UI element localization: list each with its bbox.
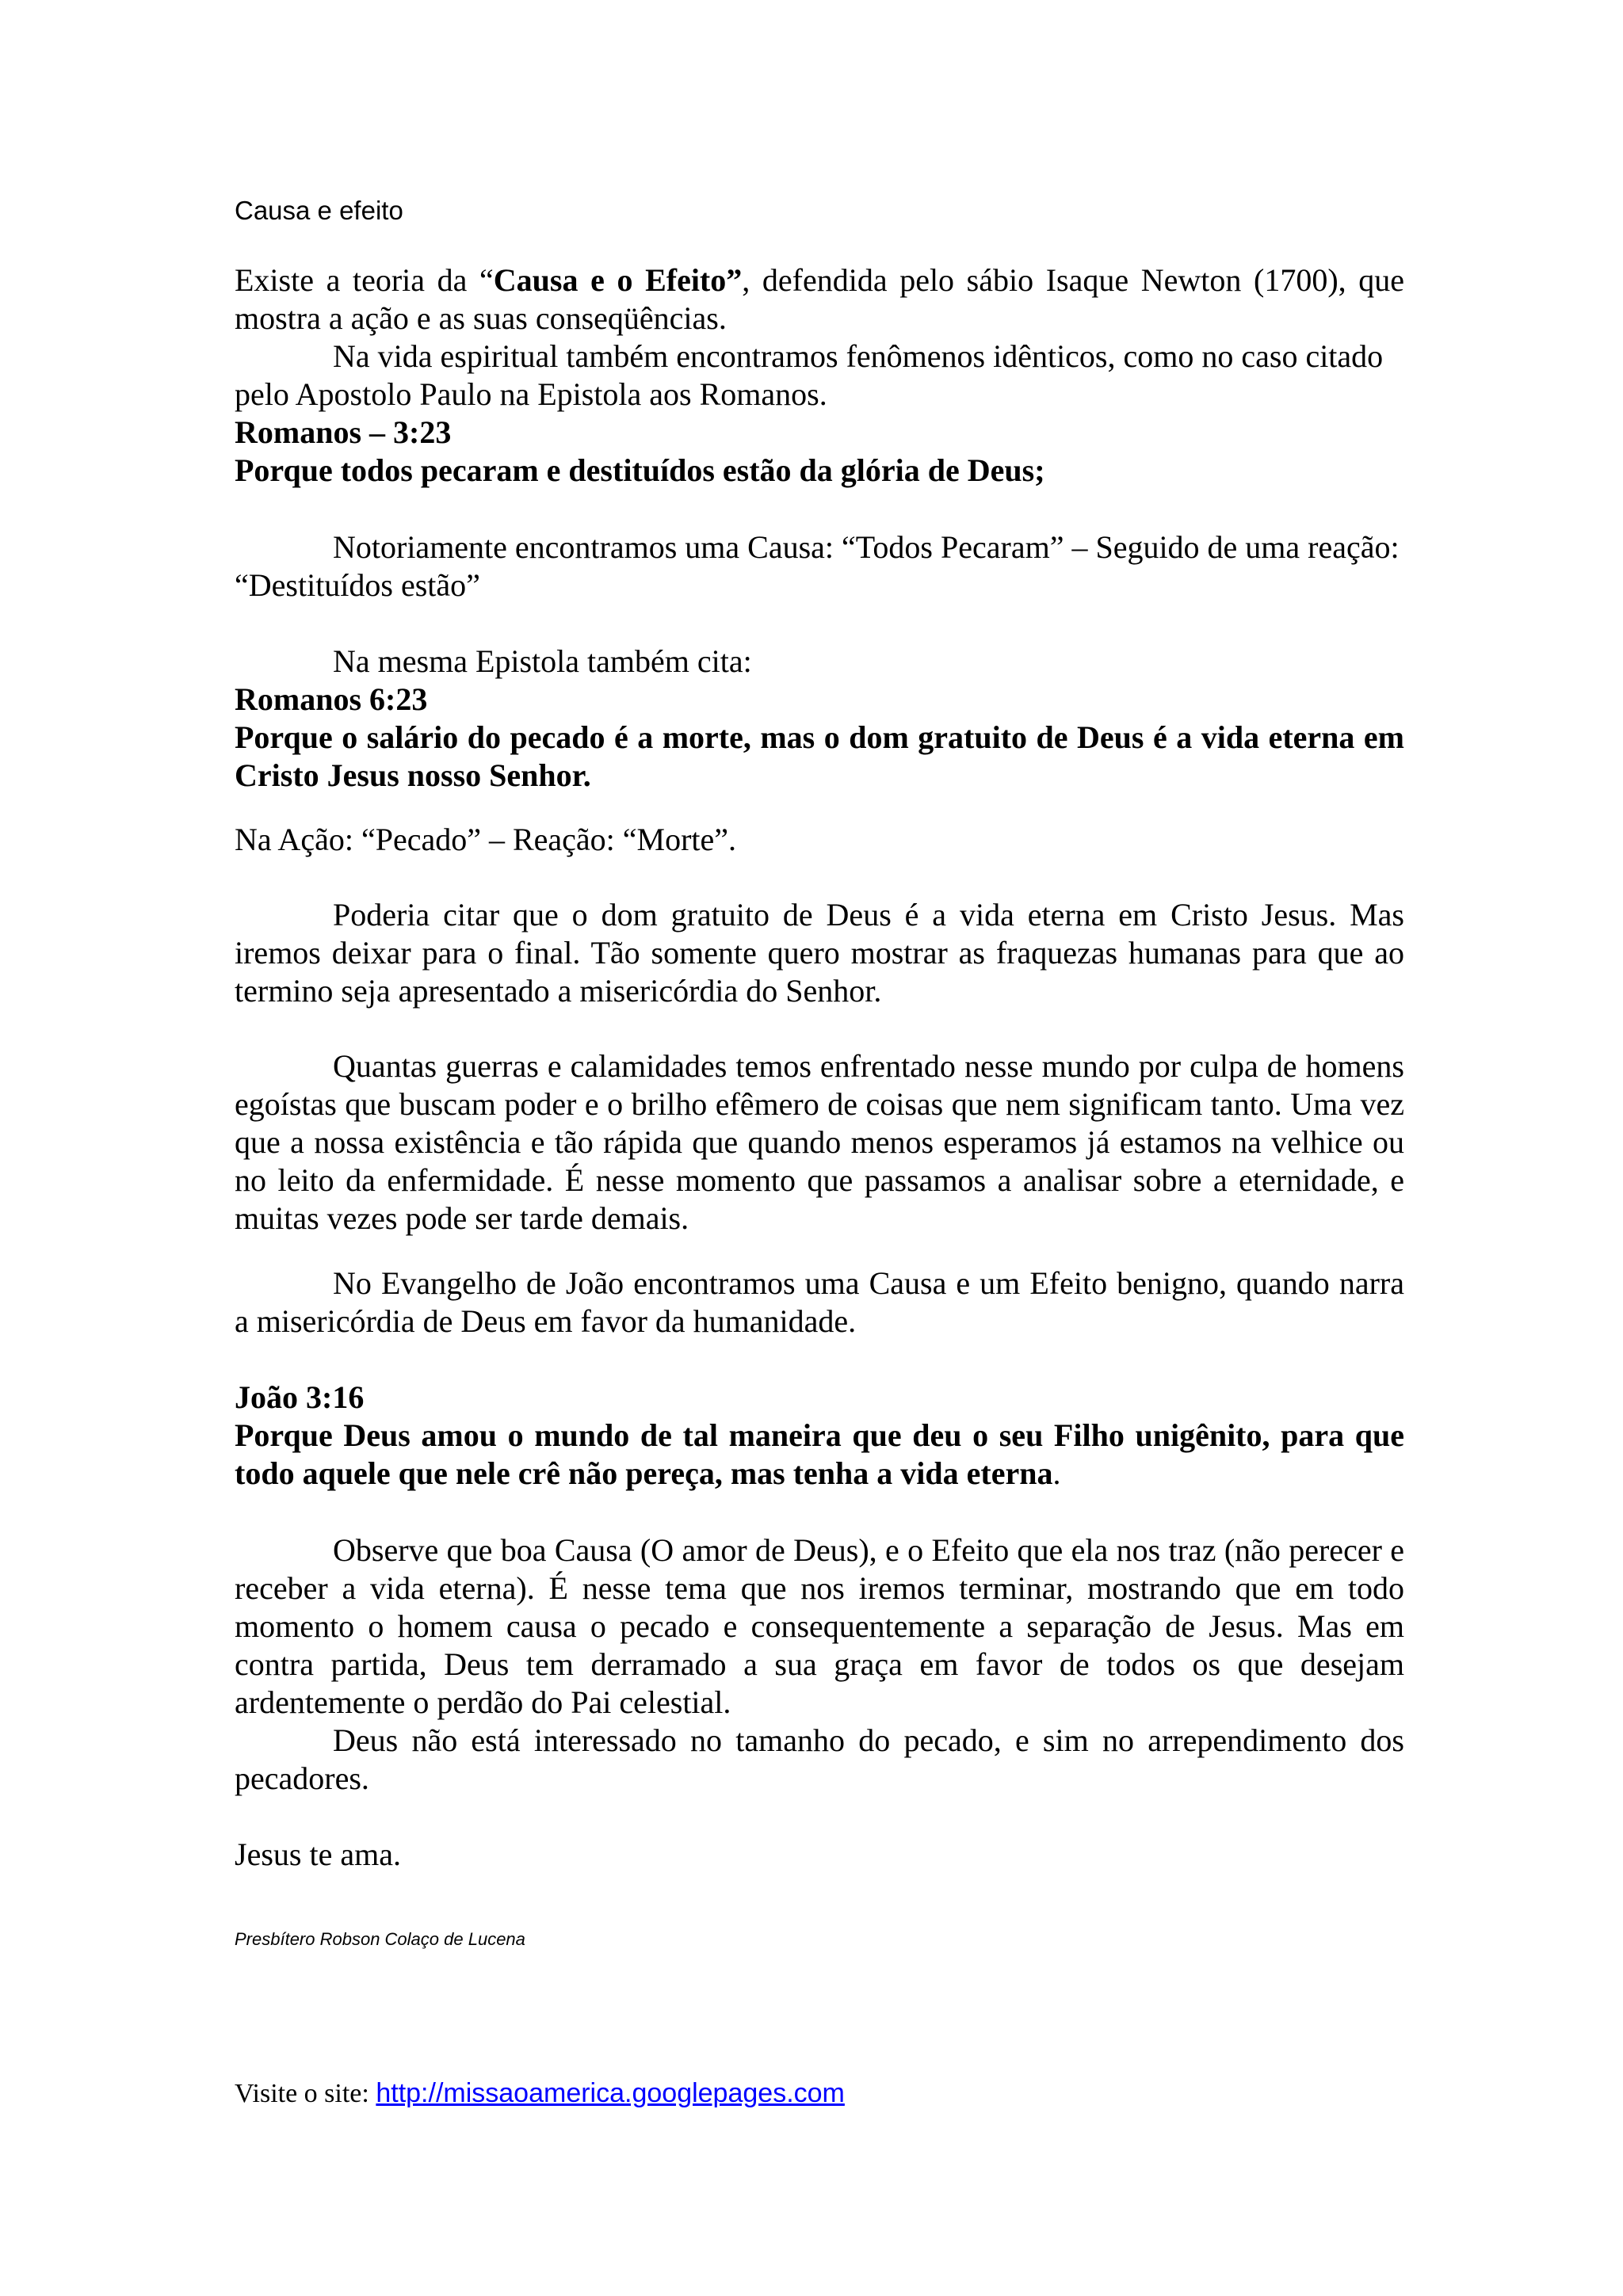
document-title: Causa e efeito [235,196,403,225]
spiritual-paragraph: Na vida espiritual também encontramos fenômenos idênticos, como no caso citado pelo Apostolo Paulo na Epistola aos Romanos. [235,338,1384,412]
footer [235,2076,1404,2111]
intro-paragraph [235,261,1404,338]
site-link[interactable]: http://missaoamerica.googlepages.com [376,2078,845,2108]
gift-paragraph: Poderia citar que o dom gratuito de Deus é a vida eterna em Cristo Jesus. Mas iremos deixar para o final. Tão somente quero mostrar as fraquezas humanas para que ao termino seja apresentado a misericórdia do Senhor. [235,897,1404,1009]
wars-paragraph: Quantas guerras e calamidades temos enfrentado nesse mundo por culpa de homens egoístas que buscam poder e o brilho efêmero de coisas que nem significam tanto. Uma vez que a nossa existência e tão rápida que quando menos esperamos já estamos na velhice ou no leito da enfermidade. É nesse momento que passamos a analisar sobre a eternidade, e muitas vezes pode ser tarde demais. [235,1048,1404,1236]
second-verse-section [235,643,1404,795]
cause-paragraph: Notoriamente encontramos uma Causa: “Todos Pecaram” – Seguido de uma reação: “Destituídos estão” [235,529,1400,603]
interest-paragraph: Deus não está interessado no tamanho do pecado, e sim no arrependimento dos pecadores. [235,1722,1404,1796]
action-reaction-paragraph: Na Ação: “Pecado” – Reação: “Morte”. [235,822,737,857]
intro-pre: Existe a teoria da “ [235,262,494,298]
verse-text: Porque o salário do pecado é a morte, mas o dom gratuito de Deus é a vida eterna em Cristo Jesus nosso Senhor. [235,719,1404,793]
intro-post: , defendida pelo sábio Isaque Newton (1700), que mostra a ação e as suas conseqüências. [235,262,1405,336]
verse-end: . [1052,1455,1061,1491]
verse-paragraph [235,1417,1404,1493]
observe-paragraph: Observe que boa Causa (O amor de Deus), e o Efeito que ela nos traz (não perecer e receber a vida eterna). É nesse tema que nos iremos terminar, mostrando que em todo momento o homem causa o pecado e consequentemente a separação de Jesus. Mas em contra partida, Deus tem derramado a sua graça em favor de todos os que desejam ardentemente o perdão do Pai celestial. [235,1532,1404,1720]
closing-line: Jesus te ama. [235,1836,401,1872]
same-epistle-paragraph: Na mesma Epistola também cita: [333,643,752,679]
footer-label: Visite o site: [235,2079,376,2108]
verse-reference: João 3:16 [235,1379,365,1415]
verse-reference: Romanos – 3:23 [235,414,452,450]
verse-text: Porque Deus amou o mundo de tal maneira que deu o seu Filho unigênito, para que todo aquele que nele crê não pereça, mas tenha a vida eterna [235,1417,1404,1491]
verse-text: Porque todos pecaram e destituídos estão da glória de Deus; [235,452,1045,488]
third-verse-section [235,1379,1404,1493]
john-paragraph: No Evangelho de João encontramos uma Causa e um Efeito benigno, quando narra a misericórdia de Deus em favor da humanidade. [235,1265,1404,1339]
verse-reference: Romanos 6:23 [235,681,428,717]
intro-section [235,261,1404,490]
intro-bold: Causa e o Efeito” [493,262,743,298]
closing-section [235,1531,1404,1798]
cause-section [235,528,1404,605]
signature: Presbítero Robson Colaço de Lucena [235,1929,525,1949]
